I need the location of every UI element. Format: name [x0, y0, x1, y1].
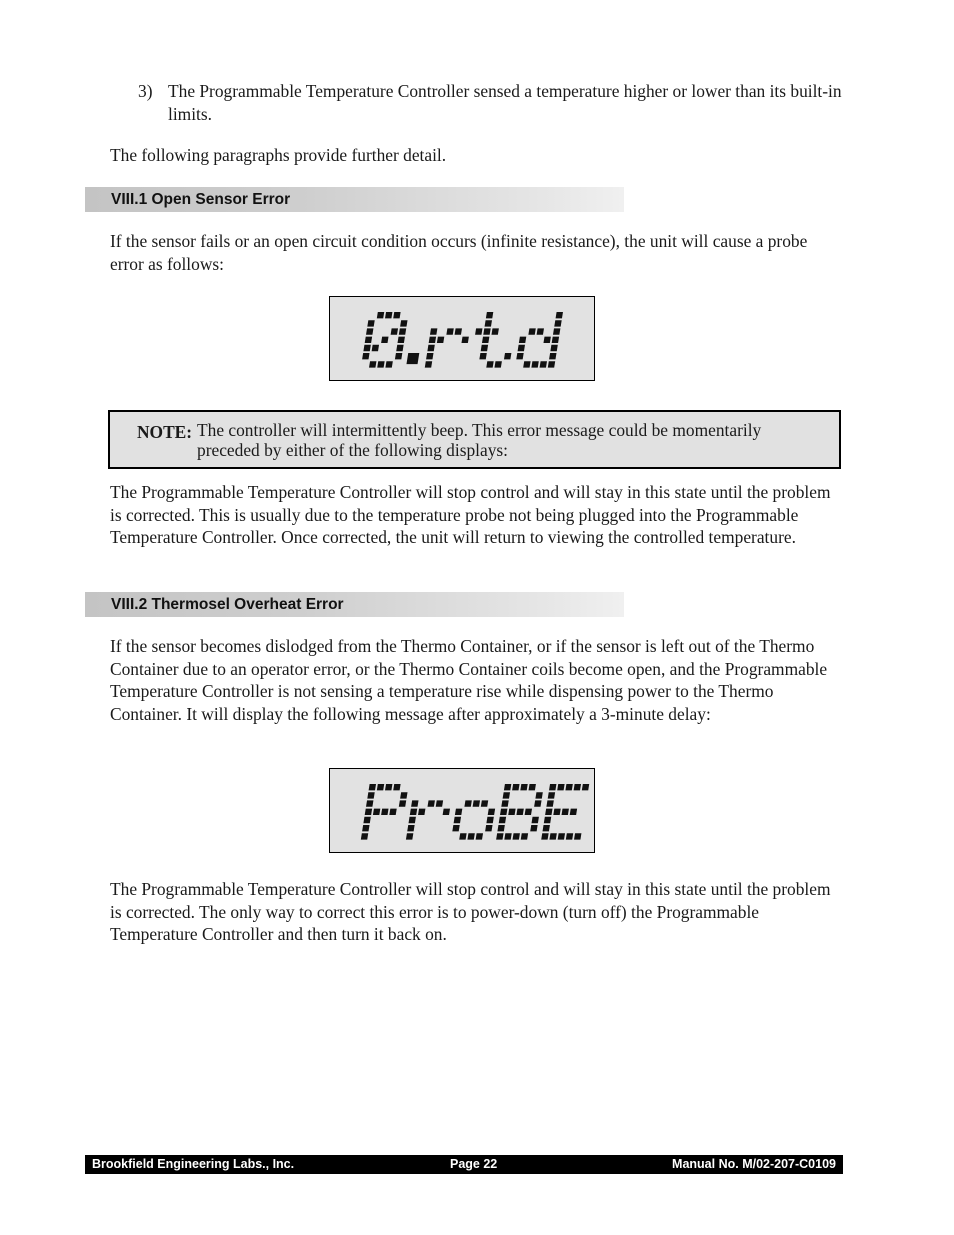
- section-header-overheat: [85, 592, 624, 617]
- lcd-character: [451, 800, 496, 839]
- footer-company: Brookfield Engineering Labs., Inc.: [92, 1157, 295, 1171]
- lcd-display-probe: [329, 768, 595, 853]
- lcd-character: [406, 800, 451, 839]
- note-text: The controller will intermittently beep. This error message could be momentarily preceded by either of the following displays:: [197, 420, 762, 460]
- footer-page-number: Page 22: [450, 1157, 498, 1171]
- list-item-text: The Programmable Temperature Controller sensed a temperature higher or lower than its built-in limits.: [168, 81, 842, 124]
- overheat-explanation: The Programmable Temperature Controller will stop control and will stay in this state until the problem is corrected. The only way to correct this error is to power-down (turn off) the Programmable Temperature Controller and then turn it back on.: [110, 879, 831, 945]
- open-sensor-explanation: The Programmable Temperature Controller will stop control and will stay in this state until the problem is corrected. This is usually due to the temperature probe not being plugged into the Programmable Temperature Controller. Once corrected, the unit will return to viewing the controlled temperature.: [110, 482, 831, 548]
- note-box: [108, 410, 841, 469]
- lcd-character: [496, 784, 544, 840]
- lcd-character: [425, 328, 470, 367]
- list-item-3: [138, 80, 858, 125]
- section-title: VIII.2 Thermosel Overheat Error: [111, 596, 344, 613]
- page-footer: [85, 1155, 843, 1174]
- overheat-paragraph: If the sensor becomes dislodged from the Thermo Container, or if the sensor is left out of the Thermo Container due to an operator error, or the Thermo Container coils become open, and the Programmable Temperature Controller is not sensing a temperature rise while dispensing power to the Thermo Container. It will display the following message after approximately a 3-minute delay:: [110, 636, 828, 724]
- section-title: VIII.1 Open Sensor Error: [111, 191, 291, 208]
- list-number: 3): [138, 81, 153, 101]
- lcd-character: [361, 312, 409, 368]
- lcd-character: [361, 784, 409, 840]
- intro-paragraph: The following paragraphs provide further detail.: [110, 145, 447, 165]
- lcd-display-open-sensor: [329, 296, 595, 381]
- lcd-character: [470, 312, 518, 368]
- lcd-decimal-point: [406, 353, 419, 364]
- lcd-readout-graphic: [330, 769, 596, 854]
- note-label: NOTE:: [137, 422, 193, 442]
- footer-manual-number: Manual No. M/02-207-C0109: [672, 1157, 836, 1171]
- lcd-character: [541, 784, 589, 840]
- lcd-character: [515, 312, 563, 368]
- open-sensor-paragraph: If the sensor fails or an open circuit condition occurs (infinite resistance), the unit will cause a probe error as follows:: [110, 231, 808, 274]
- lcd-readout-graphic: [330, 297, 596, 382]
- section-header-open-sensor: [85, 187, 624, 212]
